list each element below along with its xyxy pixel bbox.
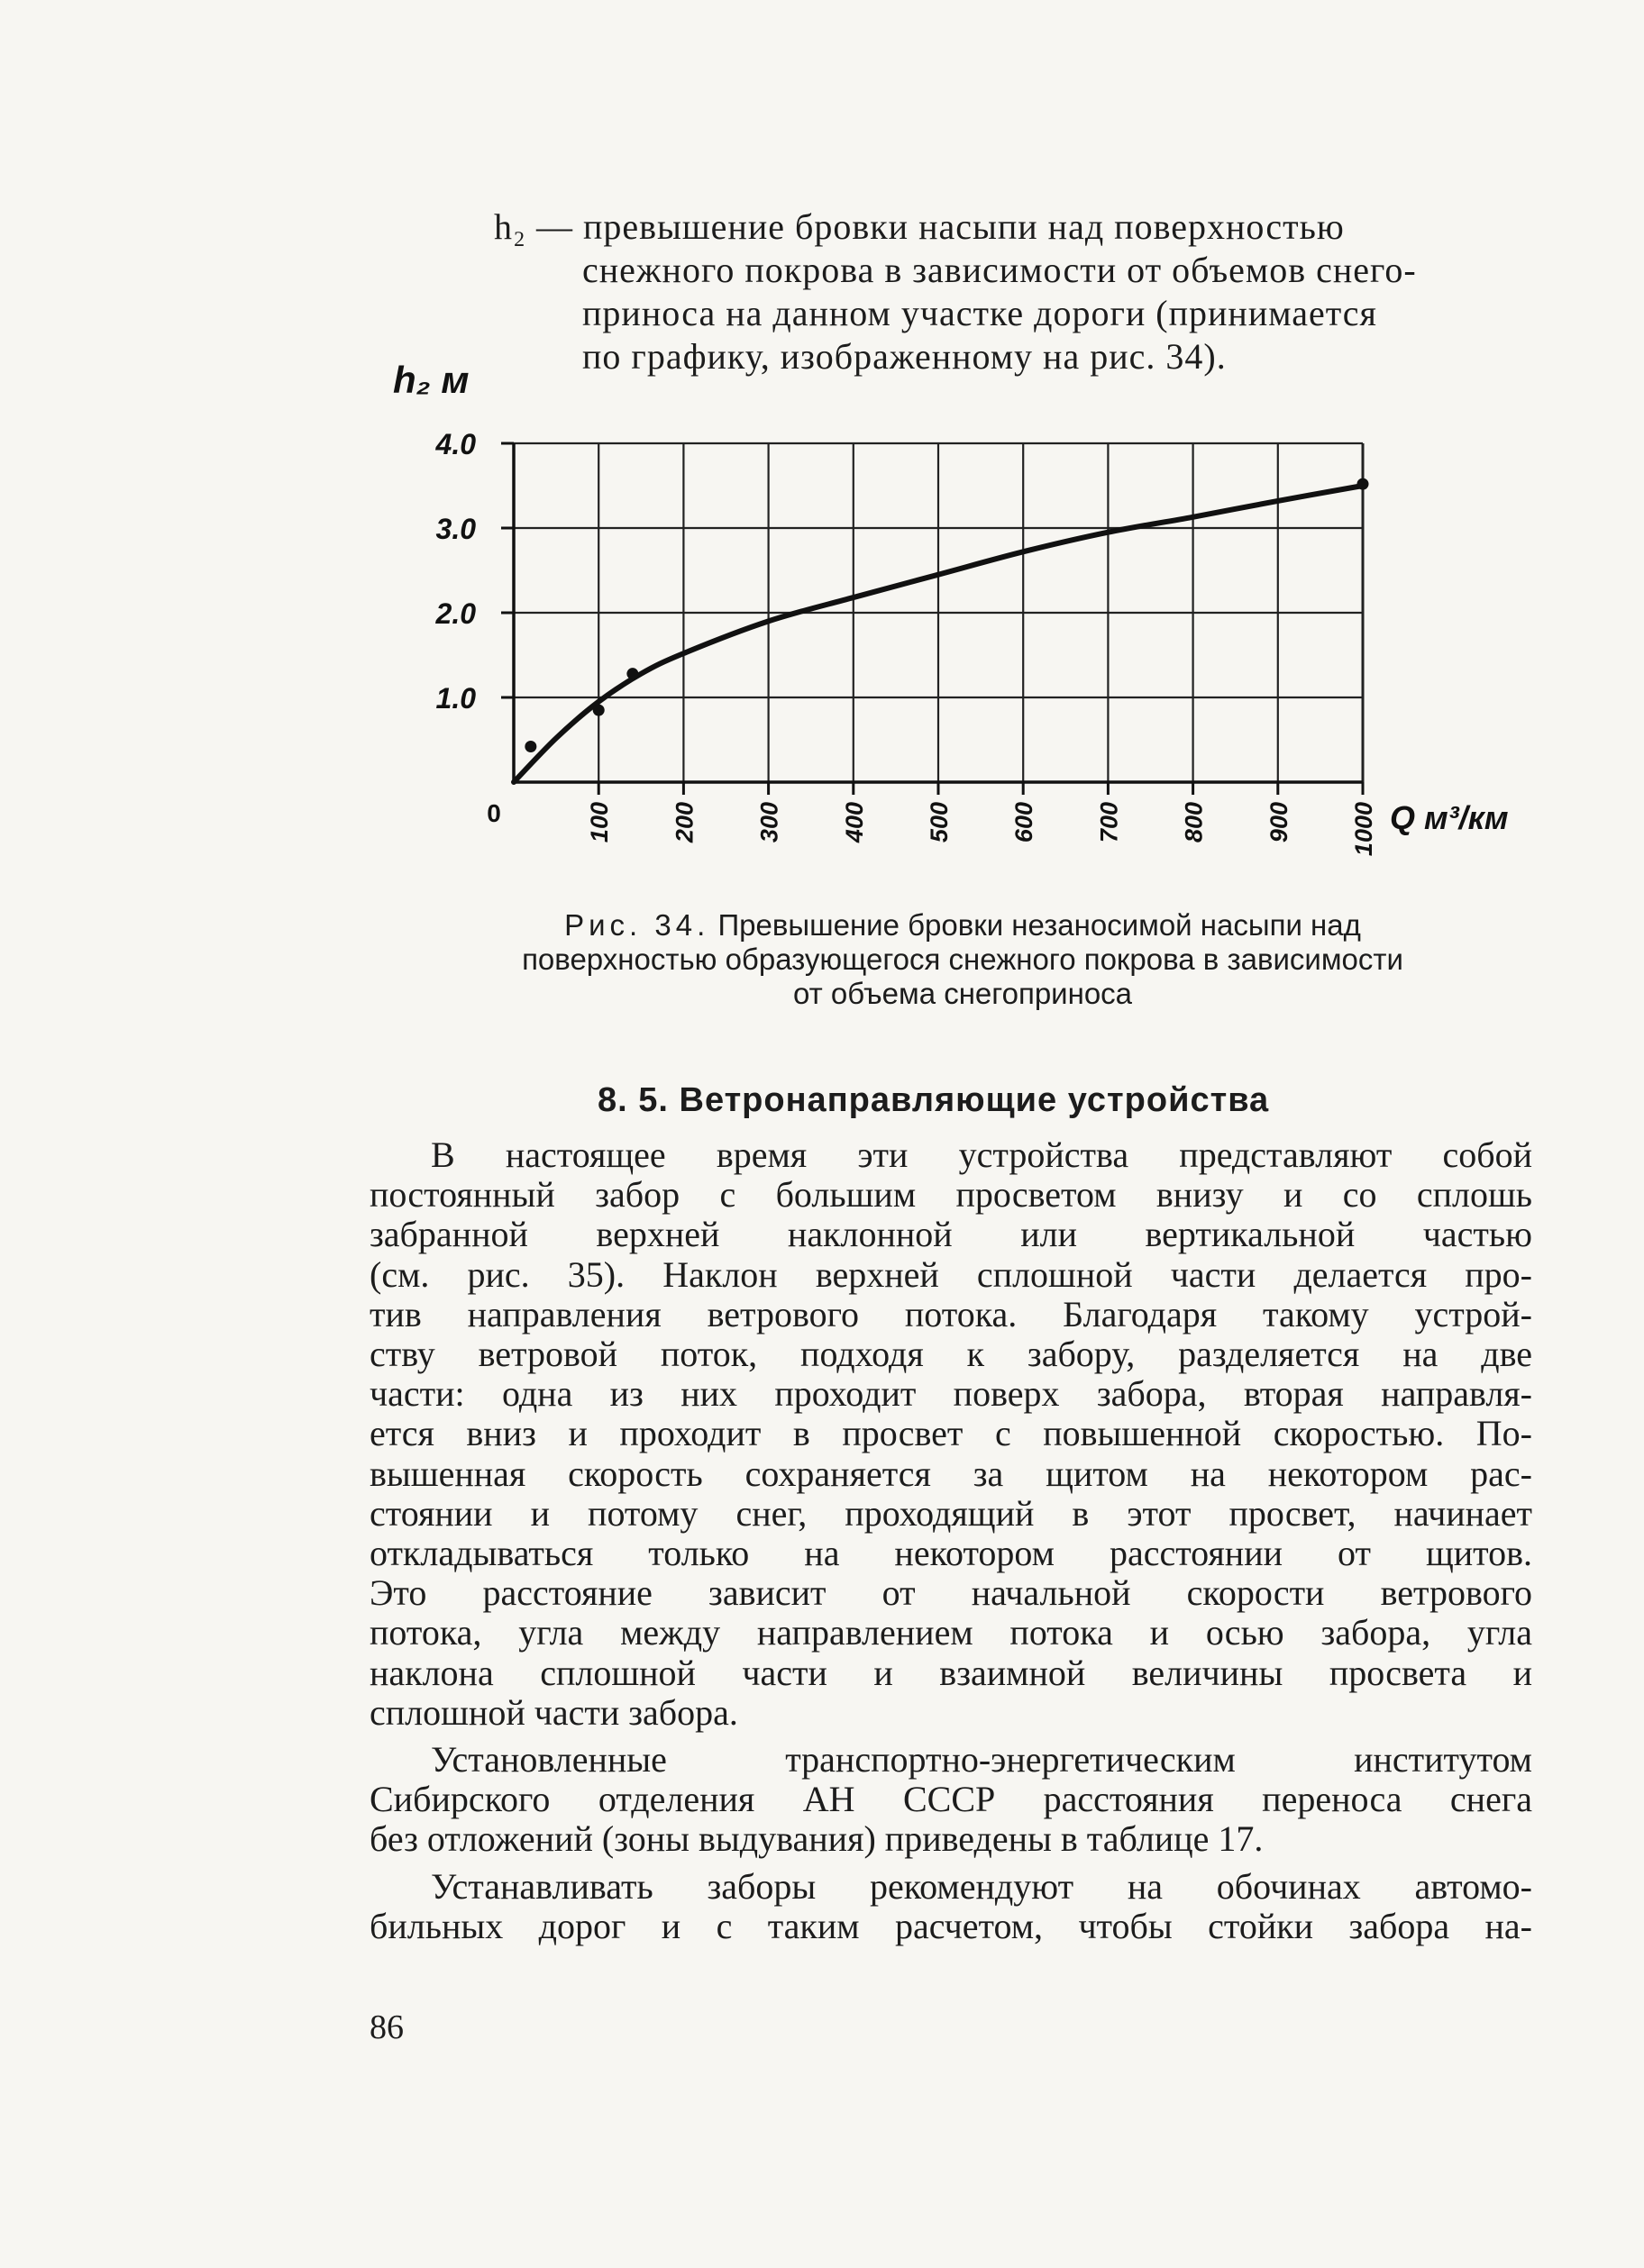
figure-caption [404, 908, 1521, 1011]
text-line: тив направления ветрового потока. Благодаря такому устрой- [370, 1293, 1532, 1334]
chart-svg [361, 359, 1559, 899]
definition-line: h₂ — превышение бровки насыпи над поверхностью [494, 206, 1345, 247]
y-tick-label: 3.0 [435, 513, 476, 545]
definition-line: по графику, изображенному на рис. 34). [582, 336, 1227, 377]
chart-grid [514, 443, 1363, 782]
text-line: части: одна из них проходит поверх забора, вторая направля- [370, 1373, 1532, 1415]
text-line: Это расстояние зависит от начальной скорости ветрового [370, 1572, 1532, 1614]
text-line: Установленные транспортно-энергетическим институтом [431, 1739, 1532, 1781]
body-text [370, 1135, 1532, 1954]
x-tick-label: 100 [586, 802, 614, 843]
definition-line: снежного покрова в зависимости от объемов снего- [582, 250, 1417, 290]
x-tick-label: 700 [1095, 802, 1123, 843]
text-line: постоянный забор с большим просветом внизу и со сплошь [370, 1174, 1532, 1216]
caption-line-3: от объема снегоприноса [792, 977, 1133, 1010]
text-line: потока, угла между направлением потока и осью забора, угла [370, 1612, 1532, 1653]
paragraph [370, 1867, 1532, 1946]
data-point [593, 705, 605, 716]
paragraph [370, 1135, 1532, 1733]
y-tick-label: 4.0 [435, 428, 476, 460]
chart-points [525, 478, 1368, 752]
chart-axes [501, 443, 1363, 795]
x-tick-label: 300 [755, 802, 783, 843]
x-tick-label: 1000 [1350, 802, 1377, 857]
data-point [626, 668, 638, 679]
y-tick-label: 2.0 [435, 597, 476, 630]
y-tick-label: 1.0 [435, 682, 476, 715]
page-number: 86 [370, 2008, 404, 2046]
text-line: сплошной части забора. [370, 1691, 738, 1733]
origin-label: 0 [487, 799, 501, 827]
figure-34-chart [361, 359, 1559, 899]
text-line: без отложений (зоны выдувания) приведены в таблице 17. [370, 1818, 1264, 1860]
definition-text [494, 205, 1530, 378]
text-line: наклона сплошной части и взаимной величины просвета и [370, 1652, 1532, 1693]
x-tick-label: 500 [926, 802, 953, 843]
x-tick-label: 600 [1010, 802, 1038, 843]
definition-line: приноса на данном участке дороги (принимается [582, 293, 1377, 333]
caption-text-1: Превышение бровки незаносимой насыпи над [717, 908, 1361, 942]
text-line: забранной верхней наклонной или вертикальной частью [370, 1214, 1532, 1255]
x-tick-label: 900 [1265, 802, 1292, 843]
text-line: ству ветровой поток, подходя к забору, разделяется на две [370, 1334, 1532, 1375]
text-line: откладываться только на некотором расстоянии от щитов. [370, 1533, 1532, 1574]
x-tick-label: 800 [1180, 802, 1208, 843]
text-line: (см. рис. 35). Наклон верхней сплошной части делается про- [370, 1253, 1532, 1295]
text-line: В настоящее время эти устройства представляют собой [431, 1134, 1532, 1175]
caption-line-1 [404, 908, 1521, 943]
caption-line-2: поверхностью образующегося снежного покрова в зависимости [522, 943, 1403, 976]
text-line: Сибирского отделения АН СССР расстояния переноса снега [370, 1779, 1532, 1820]
y-axis-label: h₂ м [393, 359, 470, 401]
text-line: вышенная скорость сохраняется за щитом на некотором рас- [370, 1453, 1532, 1494]
x-tick-label: 400 [840, 802, 868, 843]
caption-figure-label: Рис. 34. [564, 908, 710, 942]
text-line: стоянии и потому снег, проходящий в этот просвет, начинает [370, 1492, 1532, 1534]
data-point [525, 741, 536, 752]
text-line: ется вниз и проходит в просвет с повышенной скоростью. По- [370, 1413, 1532, 1454]
data-point [1357, 478, 1369, 490]
x-tick-label: 200 [671, 802, 699, 843]
text-line: бильных дорог и с таким расчетом, чтобы стойки забора на- [370, 1905, 1532, 1946]
section-heading: 8. 5. Ветронаправляющие устройства [598, 1081, 1270, 1119]
paragraph [370, 1740, 1532, 1860]
text-line: Устанавливать заборы рекомендуют на обочинах автомо- [431, 1865, 1532, 1907]
x-axis-label: Q м³/км [1390, 799, 1509, 836]
